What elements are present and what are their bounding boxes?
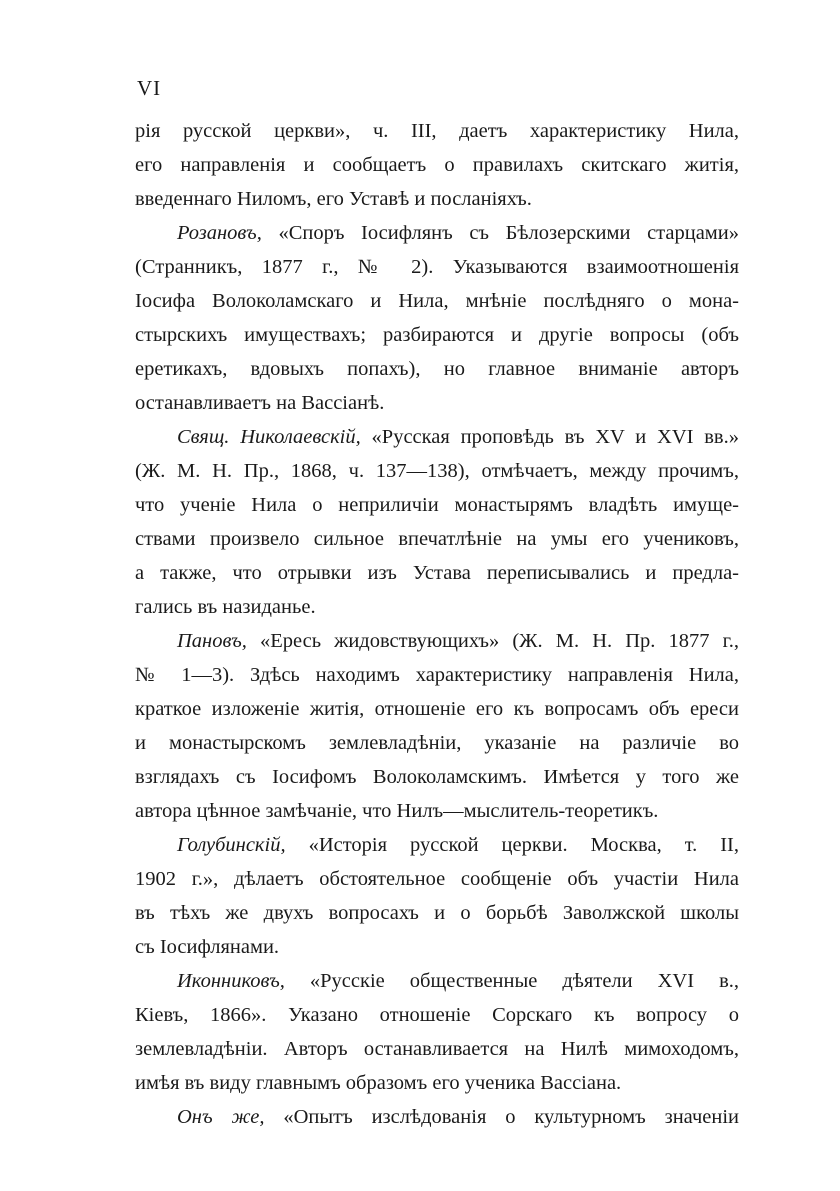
author-name: Онъ же, [177, 1106, 265, 1128]
text-line [135, 216, 739, 250]
text-line [135, 964, 739, 998]
text-line: № 1—3). Здѣсь находимъ характеристику направленія Нила, [135, 664, 739, 686]
text-line: гались въ назиданье. [135, 596, 316, 618]
text-line: рія русской церкви», ч. III, даетъ характеристику Нила, [135, 120, 739, 142]
text-segment: «Споръ Іосифлянъ съ Бѣлозерскими старцами» [261, 222, 739, 244]
text-line: а также, что отрывки изъ Устава переписывались и предла- [135, 562, 739, 584]
paragraph [135, 1100, 739, 1134]
text-line: землевладѣніи. Авторъ останавливается на Нилѣ мимоходомъ, [135, 1038, 739, 1060]
paragraph [135, 216, 739, 420]
author-name: Пановъ, [177, 630, 247, 652]
text-segment: «Русскіе общественные дѣятели XVI в., [284, 970, 739, 992]
text-line [135, 828, 739, 862]
text-line: въ тѣхъ же двухъ вопросахъ и о борьбѣ Заволжской школы [135, 902, 739, 924]
page-number: VI [137, 76, 162, 100]
paragraph [135, 964, 739, 1100]
text-line: 1902 г.», дѣлаетъ обстоятельное сообщеніе объ участіи Нила [135, 868, 739, 890]
text-line: что ученіе Нила о неприличіи монастырямъ владѣть имуще- [135, 494, 739, 516]
text-line [135, 420, 739, 454]
text-line: съ Іосифлянами. [135, 936, 280, 958]
text-line: еретикахъ, вдовыхъ попахъ), но главное вниманіе авторъ [135, 358, 739, 380]
text-line [135, 1100, 739, 1134]
text-line: имѣя въ виду главнымъ образомъ его ученика Вассіана. [135, 1072, 622, 1094]
paragraph [135, 420, 739, 624]
author-name: Свящ. Николаевскій, [177, 426, 361, 448]
author-name: Иконниковъ, [177, 970, 285, 992]
text-line: (Странникъ, 1877 г., № 2). Указываются взаимоотношенія [135, 256, 739, 278]
paragraph [135, 624, 739, 828]
text-line: Кіевъ, 1866». Указано отношеніе Сорскаго къ вопросу о [135, 1004, 739, 1026]
author-name: Голубинскій, [177, 834, 286, 856]
text-line: (Ж. М. Н. Пр., 1868, ч. 137—138), отмѣчаетъ, между прочимъ, [135, 460, 739, 482]
text-line: краткое изложеніе житія, отношеніе его къ вопросамъ объ ереси [135, 698, 739, 720]
text-line [135, 624, 739, 658]
text-line: ствами произвело сильное впечатлѣніе на умы его учениковъ, [135, 528, 739, 550]
author-name: Розановъ, [177, 222, 262, 244]
paragraph [135, 114, 739, 216]
text-line: Іосифа Волоколамскаго и Нила, мнѣніе послѣдняго о мона- [135, 290, 739, 312]
paragraph [135, 828, 739, 964]
text-line: автора цѣнное замѣчаніе, что Нилъ—мыслитель-теоретикъ. [135, 800, 659, 822]
text-line: его направленія и сообщаетъ о правилахъ скитскаго житія, [135, 154, 739, 176]
text-segment: «Ересь жидовствующихъ» (Ж. М. Н. Пр. 1877 г., [246, 630, 739, 652]
text-line: и монастырскомъ землевладѣніи, указаніе на различіе во [135, 732, 739, 754]
text-segment: «Опытъ изслѣдованія о культурномъ значеніи [264, 1106, 739, 1128]
text-line: взглядахъ съ Іосифомъ Волоколамскимъ. Имѣется у того же [135, 766, 739, 788]
page-body [135, 114, 739, 1134]
text-line: останавливаетъ на Вассіанѣ. [135, 392, 385, 414]
text-line: введеннаго Ниломъ, его Уставѣ и посланіяхъ. [135, 188, 532, 210]
text-segment: «Русская проповѣдь въ XV и XVI вв.» [360, 426, 739, 448]
text-line: стырскихъ имуществахъ; разбираются и другіе вопросы (объ [135, 324, 739, 346]
text-segment: «Исторія русской церкви. Москва, т. II, [285, 834, 739, 856]
